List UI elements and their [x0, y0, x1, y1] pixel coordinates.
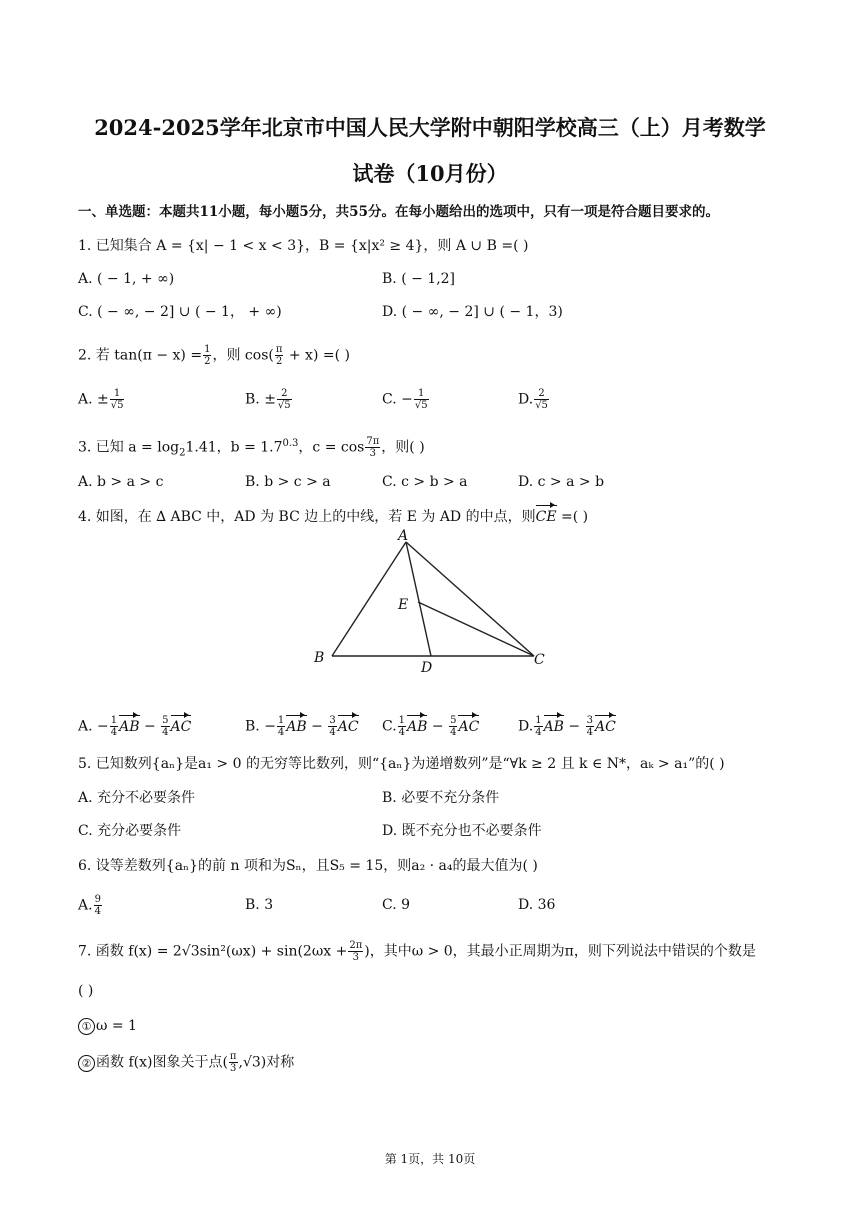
title-line-2: 试卷（10月份） — [352, 161, 508, 186]
q1-option-a: A. ( − 1, + ∞) — [78, 271, 175, 287]
q2-option-a: A. ± $\frac{1}{√5}$ — [78, 388, 124, 411]
q3-stem: 3. 已知 $a = \log_21.41$，$b = 1.7^{0.3}$，c = cos $\frac{7\pi}{3}$ ，则( ) — [78, 436, 425, 460]
q1-option-d: D. ( − ∞, − 2] ∪ ( − 1，3) — [382, 304, 563, 320]
q5-option-c: C. 充分必要条件 — [78, 823, 182, 839]
q2-frac-half: $\frac{1}{2}$ — [204, 344, 211, 367]
point-label-b: B — [314, 650, 325, 666]
q5-option-a: A. 充分不必要条件 — [78, 790, 196, 806]
q7-statement-1: ① ω = 1 — [78, 1016, 137, 1036]
triangle-figure — [300, 528, 560, 678]
q3-option-b: B. b > c > a — [245, 474, 331, 490]
q5-stem: 5. 已知数列{aₙ}是a₁ > 0 的无穷等比数列，则“{aₙ}为递增数列”是“∀k ≥ 2 且 k ∈ N*，aₖ > a₁”的( ) — [78, 756, 725, 772]
section-heading: 一、单选题：本题共11小题，每小题5分，共55分。在每小题给出的选项中，只有一项是符合题目要求的。 — [78, 204, 719, 220]
page-footer: 第 1页，共 10页 — [384, 1152, 476, 1166]
q6-option-c: C. 9 — [382, 897, 411, 913]
title-line-1: 2024-2025学年北京市中国人民大学附中朝阳学校高三（上）月考数学 — [94, 115, 766, 140]
q3-option-c: C. c > b > a — [382, 474, 468, 490]
q6-option-d: D. 36 — [518, 897, 556, 913]
q4-option-d: D. $\frac{1}{4}$ AB − $\frac{3}{4}$ AC — [518, 715, 616, 738]
q2-frac-pi-2: $\frac{\pi}{2}$ — [275, 344, 283, 367]
q7-answer-paren: ( ) — [78, 983, 94, 999]
q1-stem: 1. 已知集合 A = {x| − 1 < x < 3}，B = {x|x² ≥ 4}，则 A ∪ B =( ) — [78, 238, 529, 254]
q2-option-d: D. $\frac{2}{√5}$ — [518, 388, 548, 411]
q4-option-b: B. − $\frac{1}{4}$ AB − $\frac{3}{4}$ AC — [245, 715, 359, 738]
point-label-a: A — [398, 528, 409, 544]
point-label-e: E — [398, 597, 409, 613]
q5-option-d: D. 既不充分也不必要条件 — [382, 823, 542, 839]
q6-option-a: A. $\frac{9}{4}$ — [78, 894, 101, 917]
q2-option-b: B. ± $\frac{2}{√5}$ — [245, 388, 291, 411]
circled-number-1: ① — [78, 1018, 95, 1035]
q7-stem: 7. 函数 f(x) = 2√3sin²(ωx) + sin(2ωx + $\frac{2\pi}{3}$ )，其中ω > 0，其最小正周期为π，则下列说法中错误的个数是 — [78, 940, 756, 963]
q2-option-c: C. − $\frac{1}{√5}$ — [382, 388, 428, 411]
point-label-c: C — [534, 652, 545, 668]
q5-option-b: B. 必要不充分条件 — [382, 790, 500, 806]
q6-stem: 6. 设等差数列{aₙ}的前 n 项和为Sₙ，且S₅ = 15，则a₂ · a₄的最大值为( ) — [78, 858, 538, 874]
q3-option-a: A. b > a > c — [78, 474, 164, 490]
q7-statement-2: ② 函数 f(x)图象关于点( $\frac{\pi}{3}$ ,√3)对称 — [78, 1051, 294, 1074]
q1-option-c: C. ( − ∞, − 2] ∪ ( − 1， + ∞) — [78, 304, 282, 320]
q4-stem: 4. 如图，在 ∆ ABC 中，AD 为 BC 边上的中线，若 E 为 AD 的中点，则CE =( ) — [78, 509, 589, 525]
q3-option-d: D. c > a > b — [518, 474, 605, 490]
q2-stem: 2. 若 tan(π − x) = $\frac{1}{2}$ ，则 cos( $\frac{\pi}{2}$ + x) =( ) — [78, 344, 350, 367]
q4-option-a: A. − $\frac{1}{4}$ AB − $\frac{5}{4}$ AC — [78, 715, 192, 738]
circled-number-2: ② — [78, 1055, 95, 1072]
q4-option-c: C. $\frac{1}{4}$ AB − $\frac{5}{4}$ AC — [382, 715, 480, 738]
q1-option-b: B. ( − 1,2] — [382, 271, 456, 287]
point-label-d: D — [421, 660, 433, 676]
q6-option-b: B. 3 — [245, 897, 274, 913]
